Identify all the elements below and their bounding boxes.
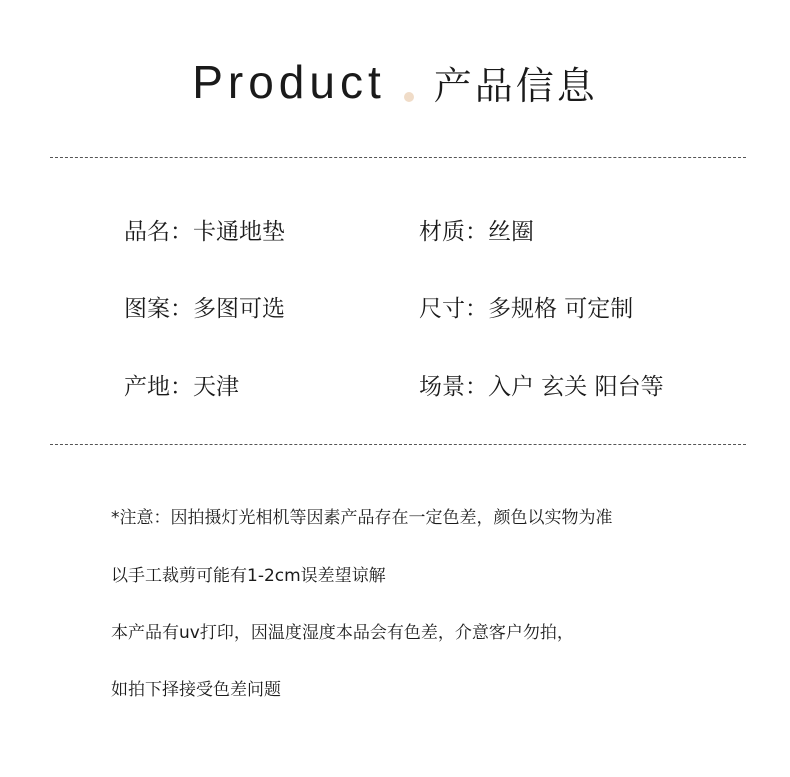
spec-label: 场景 [419,374,465,400]
spec-label: 图案 [124,296,170,322]
spec-size [419,290,633,323]
spec-separator: ： [170,219,193,245]
spec-label: 尺寸 [419,296,465,322]
spec-separator: ： [170,296,193,322]
note-line: 以手工裁剪可能有1-2cm误差望谅解 [111,566,386,586]
spec-label: 产地 [124,374,170,400]
spec-name [124,213,285,246]
spec-separator: ： [465,219,488,245]
title-english: Product [192,56,386,108]
note-line: 本产品有uv打印，因温度湿度本品会有色差，介意客户勿拍， [111,623,574,643]
spec-origin [124,368,239,401]
spec-value: 入户 玄关 阳台等 [488,374,664,400]
spec-value: 多规格 可定制 [488,296,634,322]
spec-value: 丝圈 [488,219,534,245]
page-title [0,52,790,112]
note-line: *注意：因拍摄灯光相机等因素产品存在一定色差，颜色以实物为准 [111,508,613,528]
title-chinese: 产品信息 [433,63,598,108]
spec-material [419,213,534,246]
spec-value: 天津 [193,374,239,400]
spec-separator: ： [465,296,488,322]
divider-bottom [50,444,746,445]
spec-value: 卡通地垫 [193,219,285,245]
spec-scene [419,368,664,401]
divider-top [50,157,746,158]
spec-separator: ： [170,374,193,400]
spec-separator: ： [465,374,488,400]
title-dot [404,92,414,102]
spec-value: 多图可选 [193,296,285,322]
spec-pattern [124,290,285,323]
note-line: 如拍下择接受色差问题 [111,680,281,700]
spec-label: 品名 [124,219,170,245]
spec-label: 材质 [419,219,465,245]
